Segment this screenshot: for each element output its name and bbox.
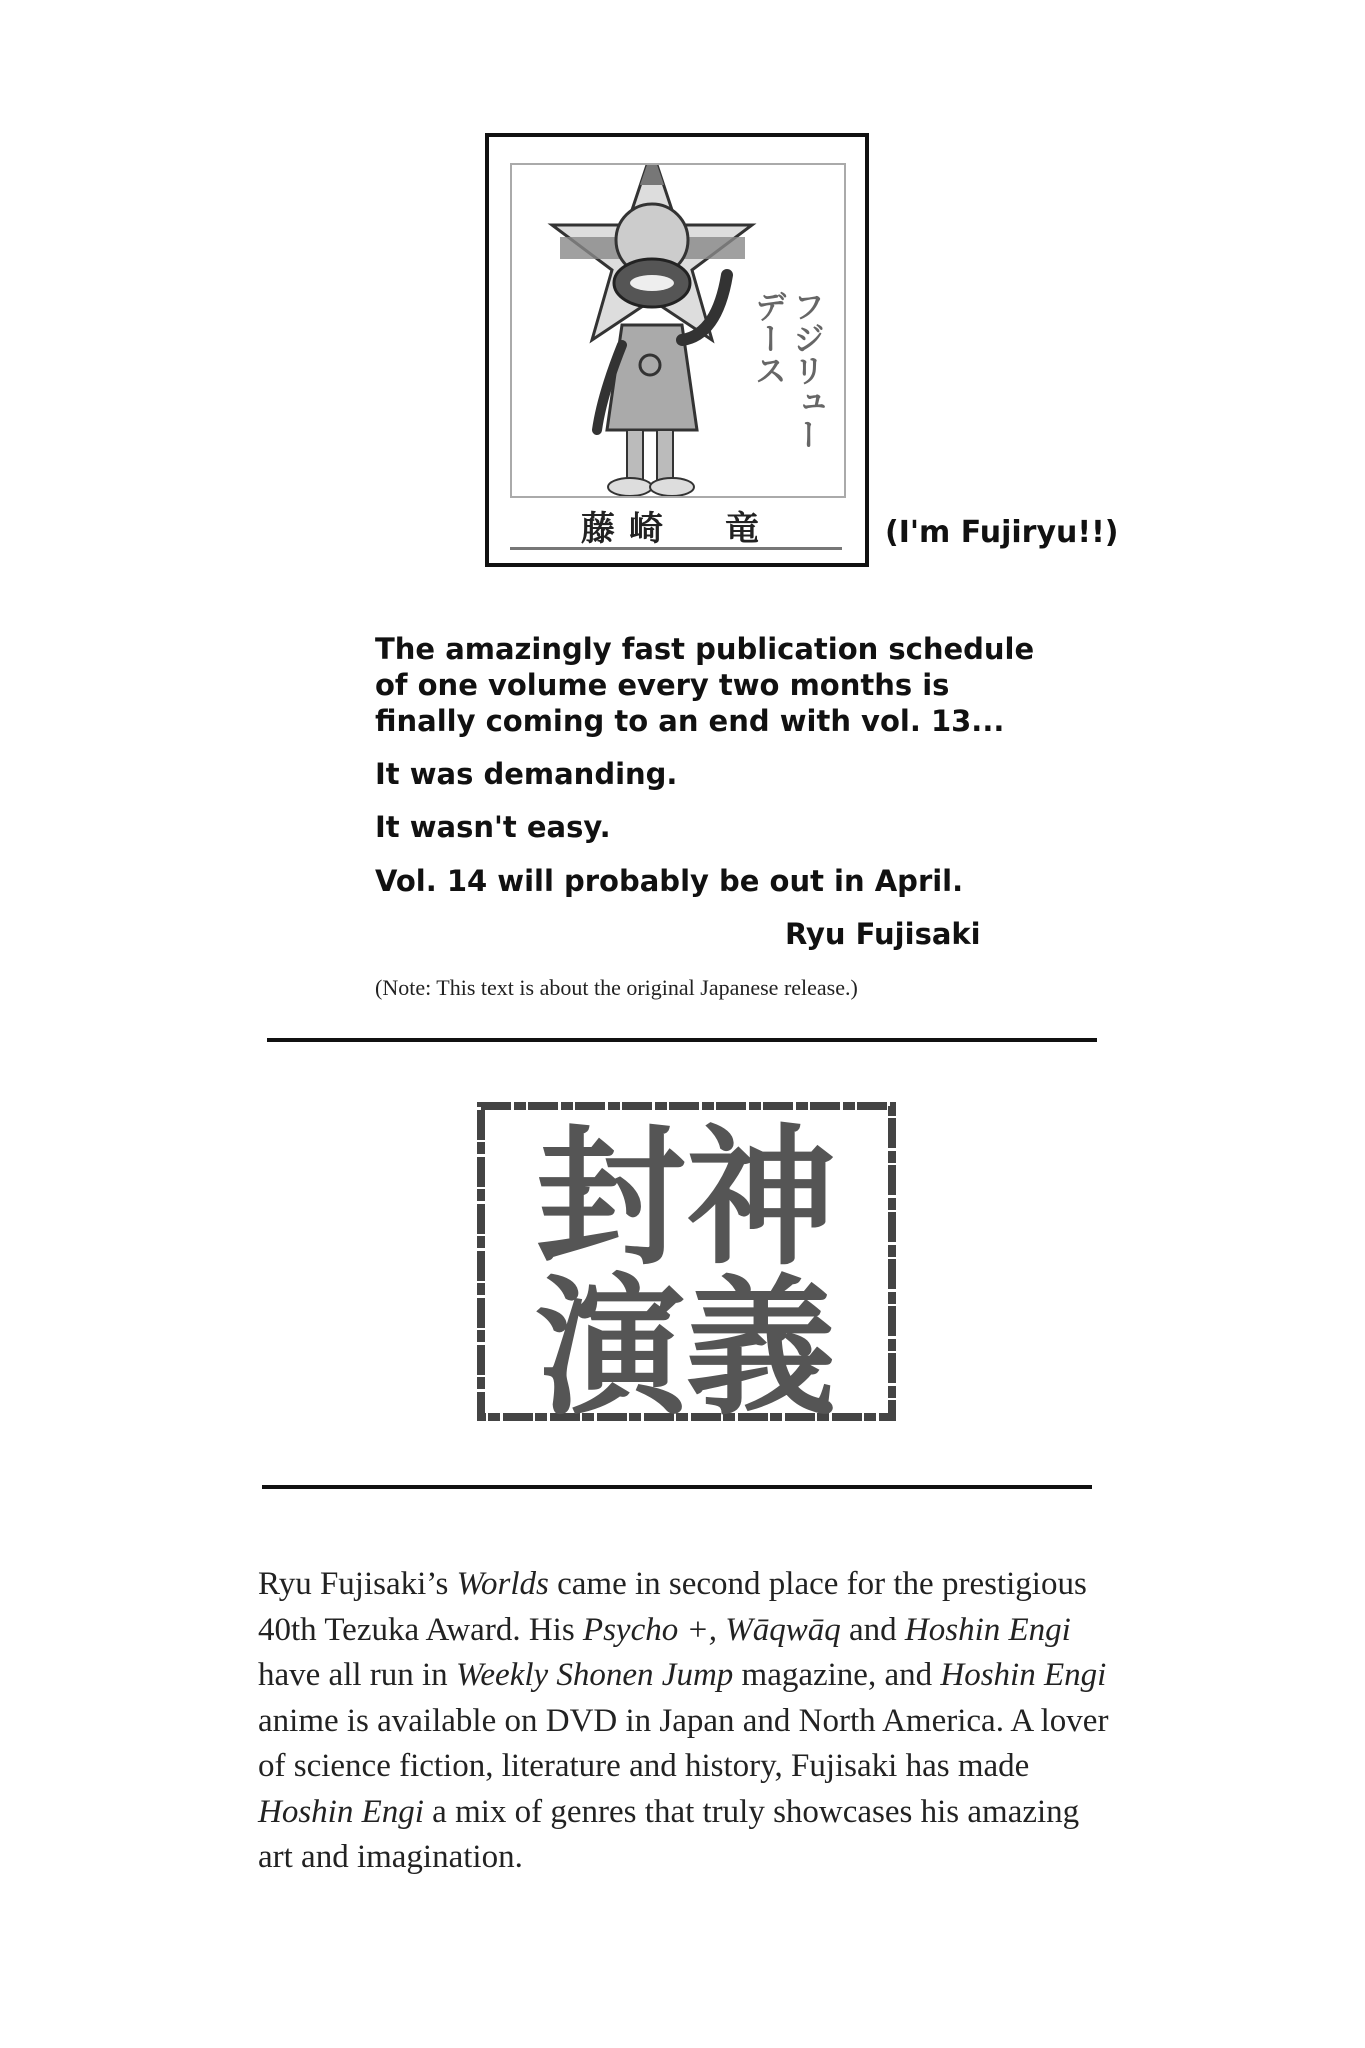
- bio-text: have all run in: [258, 1657, 456, 1693]
- message-line: finally coming to an end with vol. 13...: [375, 704, 1005, 738]
- bio-text: anime is available on DVD in Japan and North America. A lover of science fiction, literature and history, Fujisaki has made: [258, 1702, 1109, 1784]
- portrait-caption: (I'm Fujiryu!!): [885, 515, 1119, 550]
- author-signature: Ryu Fujisaki: [785, 917, 981, 951]
- author-bio: [258, 1562, 1118, 1881]
- message-line: The amazingly fast publication schedule: [375, 632, 1035, 666]
- bio-text: Ryu Fujisaki’s: [258, 1566, 457, 1602]
- bio-text: a mix of genres that truly showcases his amazing art and imagination.: [258, 1793, 1080, 1875]
- svg-text:封神: 封神: [535, 1112, 837, 1286]
- bio-title: Worlds: [456, 1566, 549, 1602]
- bio-text: came in second place for the prestigious 40th Tezuka Award. His: [258, 1566, 1087, 1648]
- message-line: It was demanding.: [375, 757, 678, 791]
- bio-text: and: [840, 1611, 905, 1648]
- svg-text:演義: 演義: [535, 1262, 837, 1423]
- translation-note: (Note: This text is about the original Japanese release.): [375, 975, 858, 1000]
- message-line: It wasn't easy.: [375, 810, 611, 844]
- katakana-signature: フジリュー デース: [750, 290, 826, 450]
- message-line: of one volume every two months is: [375, 668, 950, 702]
- divider: [262, 1485, 1092, 1489]
- bio-title: Hoshin Engi: [258, 1793, 424, 1830]
- portrait-illustration: [510, 163, 846, 498]
- bio-title: Hoshin Engi: [940, 1657, 1107, 1693]
- bio-title: Weekly Shonen Jump: [455, 1657, 734, 1693]
- title-seal-logo: [475, 1100, 898, 1423]
- author-name-kanji: 藤崎 竜: [581, 509, 773, 549]
- message-line: Vol. 14 will probably be out in April.: [375, 864, 964, 898]
- author-portrait: [485, 133, 869, 567]
- bio-title: Psycho +, Wāqwāq: [582, 1611, 841, 1648]
- divider: [267, 1038, 1097, 1042]
- bio-title: Hoshin Engi: [904, 1611, 1071, 1648]
- bio-text: magazine, and: [733, 1657, 941, 1693]
- name-underline: [510, 547, 842, 550]
